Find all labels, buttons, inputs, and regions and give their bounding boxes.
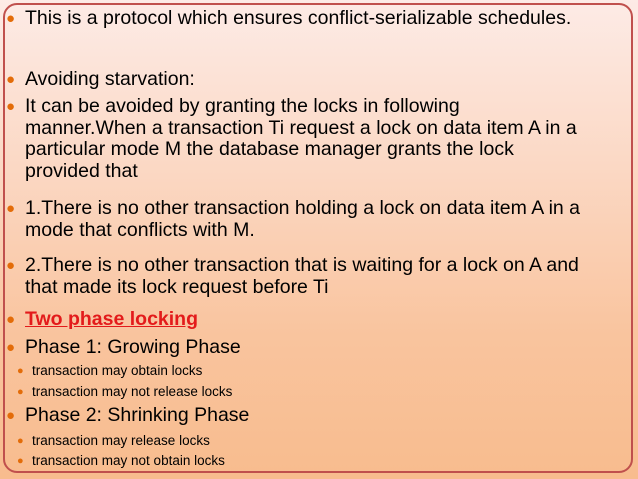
sub-bullet-item (17, 433, 532, 449)
bullet-icon: ● (17, 435, 24, 447)
bullet-item (6, 7, 585, 30)
bullet-text: transaction may not obtain locks (32, 453, 225, 468)
bullet-item (6, 197, 585, 241)
bullet-text: 1.There is no other transaction holding a lock on data item A in a mode that conflicts with M. (25, 197, 581, 241)
bullet-item (6, 404, 585, 427)
bullet-text: Phase 2: Shrinking Phase (25, 404, 250, 426)
bullet-item (6, 68, 585, 91)
bullet-text: transaction may not release locks (32, 384, 233, 399)
bullet-icon: ● (17, 386, 24, 398)
bullet-text: It can be avoided by granting the locks in following manner.When a transaction Ti request a lock on data item A in a particular mode M the database manager grants the lock provided that (25, 95, 577, 182)
bullet-icon: ● (6, 71, 16, 88)
two-phase-locking-heading: Two phase locking (25, 308, 198, 330)
bullet-text: Avoiding starvation: (25, 68, 195, 90)
bullet-icon: ● (6, 257, 16, 274)
bullet-item (6, 308, 585, 331)
bullet-icon: ● (6, 311, 16, 328)
bullet-icon: ● (6, 10, 16, 27)
bullet-icon: ● (6, 200, 16, 217)
bullet-text: transaction may release locks (32, 433, 210, 448)
bullet-icon: ● (6, 339, 16, 356)
bullet-icon: ● (17, 455, 24, 467)
bullet-item (6, 254, 585, 298)
bullet-item (6, 336, 585, 359)
sub-bullet-item (17, 384, 532, 400)
bullet-text: 2.There is no other transaction that is waiting for a lock on A and that made its lock request before Ti (25, 254, 579, 298)
bullet-item (6, 95, 585, 182)
bullet-text: transaction may obtain locks (32, 363, 203, 378)
bullet-icon: ● (6, 407, 16, 424)
bullet-icon: ● (6, 98, 16, 115)
bullet-text: This is a protocol which ensures conflict-serializable schedules. (25, 7, 572, 29)
sub-bullet-item (17, 453, 532, 469)
sub-bullet-item (17, 363, 532, 379)
bullet-icon: ● (17, 365, 24, 377)
bullet-text: Phase 1: Growing Phase (25, 336, 241, 358)
